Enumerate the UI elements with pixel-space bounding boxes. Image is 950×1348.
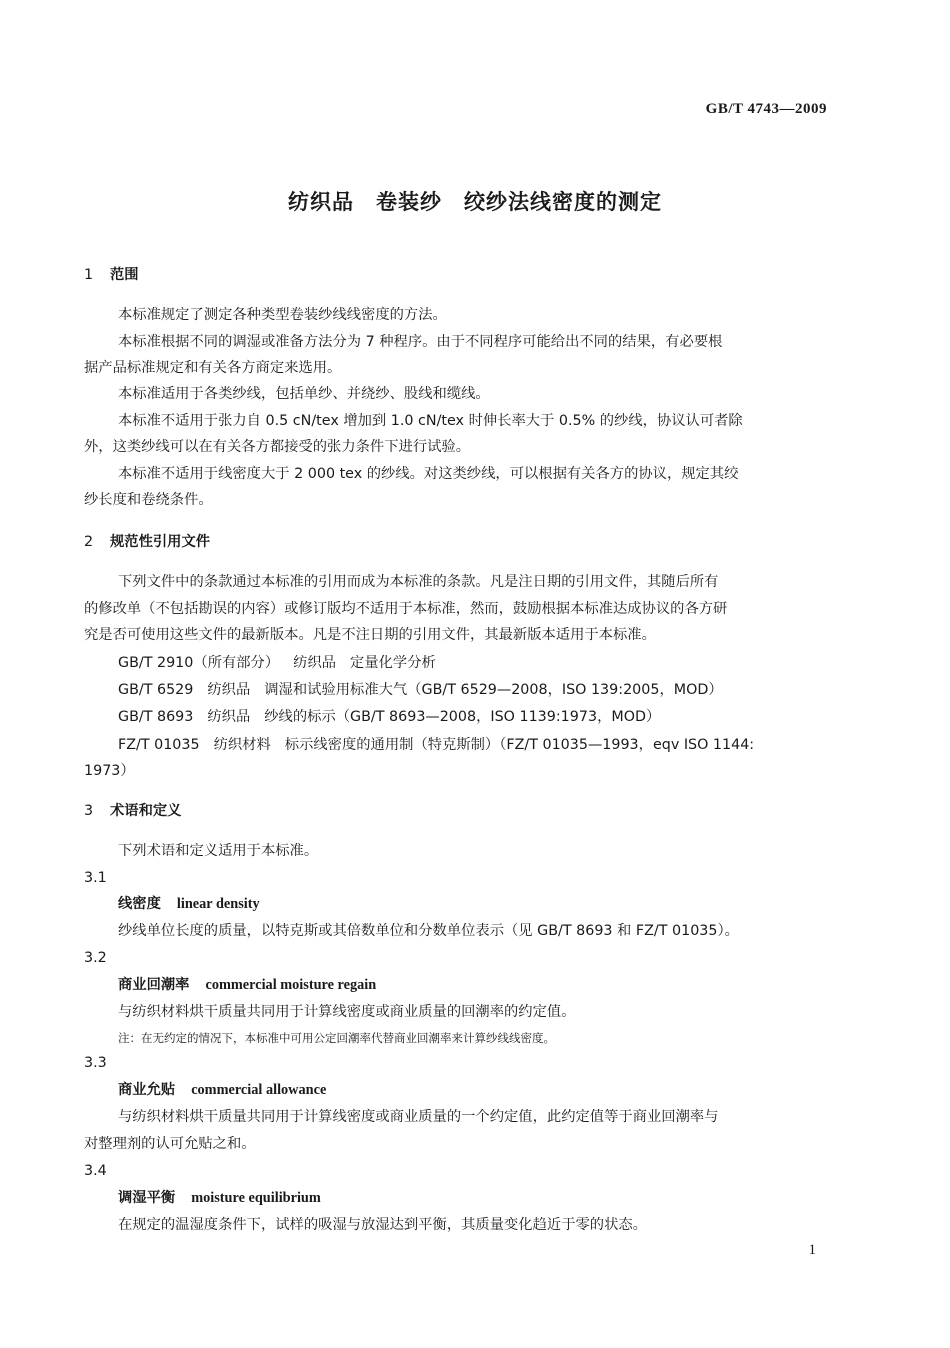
reference-item: GB/T 2910（所有部分） 纺织品 定量化学分析 [118, 655, 436, 671]
document-title: 纺织品 卷装纱 绞纱法线密度的测定 [288, 190, 662, 214]
term-number: 3.3 [84, 1055, 107, 1071]
term-number: 3.2 [84, 950, 107, 966]
paragraph: 下列文件中的条款通过本标准的引用而成为本标准的条款。凡是注日期的引用文件，其随后所有 [118, 574, 719, 590]
term-heading: 商业回潮率 commercial moisture regain [118, 977, 377, 993]
term-definition: 在规定的温湿度条件下，试样的吸湿与放湿达到平衡，其质量变化趋近于零的状态。 [118, 1217, 647, 1233]
paragraph-continuation: 的修改单（不包括勘误的内容）或修订版均不适用于本标准，然而，鼓励根据本标准达成协议的各方研 [84, 601, 728, 617]
paragraph: 下列术语和定义适用于本标准。 [118, 843, 319, 859]
term-number: 3.4 [84, 1163, 107, 1179]
paragraph: 本标准适用于各类纱线，包括单纱、并绕纱、股线和缆线。 [118, 386, 490, 402]
paragraph: 本标准不适用于张力自 0.5 cN/tex 增加到 1.0 cN/tex 时伸长率大于 0.5% 的纱线，协议认可者除 [118, 413, 743, 429]
reference-item: GB/T 6529 纺织品 调湿和试验用标准大气（GB/T 6529—2008，ISO 139:2005，MOD） [118, 682, 723, 698]
paragraph: 本标准规定了测定各种类型卷装纱线线密度的方法。 [118, 307, 447, 323]
term-definition: 纱线单位长度的质量，以特克斯或其倍数单位和分数单位表示（见 GB/T 8693 和 FZ/T 01035）。 [118, 923, 739, 939]
paragraph-continuation: 纱长度和卷绕条件。 [84, 492, 213, 508]
section-1-heading: 1 范围 [84, 267, 139, 283]
paragraph-continuation: 外，这类纱线可以在有关各方都接受的张力条件下进行试验。 [84, 439, 471, 455]
term-definition: 与纺织材料烘干质量共同用于计算线密度或商业质量的一个约定值，此约定值等于商业回潮率与 [118, 1109, 719, 1125]
term-definition: 与纺织材料烘干质量共同用于计算线密度或商业质量的回潮率的约定值。 [118, 1004, 576, 1020]
term-number: 3.1 [84, 870, 107, 886]
section-2-heading: 2 规范性引用文件 [84, 534, 211, 550]
note: 注：在无约定的情况下，本标准中可用公定回潮率代替商业回潮率来计算纱线线密度。 [118, 1031, 555, 1045]
paragraph-continuation: 究是否可使用这些文件的最新版本。凡是不注日期的引用文件，其最新版本适用于本标准。 [84, 627, 656, 643]
reference-continuation: 1973） [84, 763, 135, 779]
paragraph: 本标准不适用于线密度大于 2 000 tex 的纱线。对这类纱线，可以根据有关各方的协议，规定其绞 [118, 466, 739, 482]
term-heading: 线密度 linear density [118, 896, 260, 912]
standard-number: GB/T 4743—2009 [705, 101, 827, 117]
page-number: 1 [808, 1242, 816, 1258]
term-definition-continuation: 对整理剂的认可允贴之和。 [84, 1136, 256, 1152]
paragraph: 本标准根据不同的调湿或准备方法分为 7 种程序。由于不同程序可能给出不同的结果，有必要根 [118, 334, 723, 350]
reference-item: GB/T 8693 纺织品 纱线的标示（GB/T 8693—2008，ISO 1139:1973，MOD） [118, 709, 661, 725]
term-heading: 调湿平衡 moisture equilibrium [118, 1190, 321, 1206]
section-3-heading: 3 术语和定义 [84, 803, 182, 819]
term-heading: 商业允贴 commercial allowance [118, 1082, 327, 1098]
paragraph-continuation: 据产品标准规定和有关各方商定来选用。 [84, 360, 342, 376]
reference-item: FZ/T 01035 纺织材料 标示线密度的通用制（特克斯制）（FZ/T 01035—1993，eqv ISO 1144: [118, 737, 755, 753]
